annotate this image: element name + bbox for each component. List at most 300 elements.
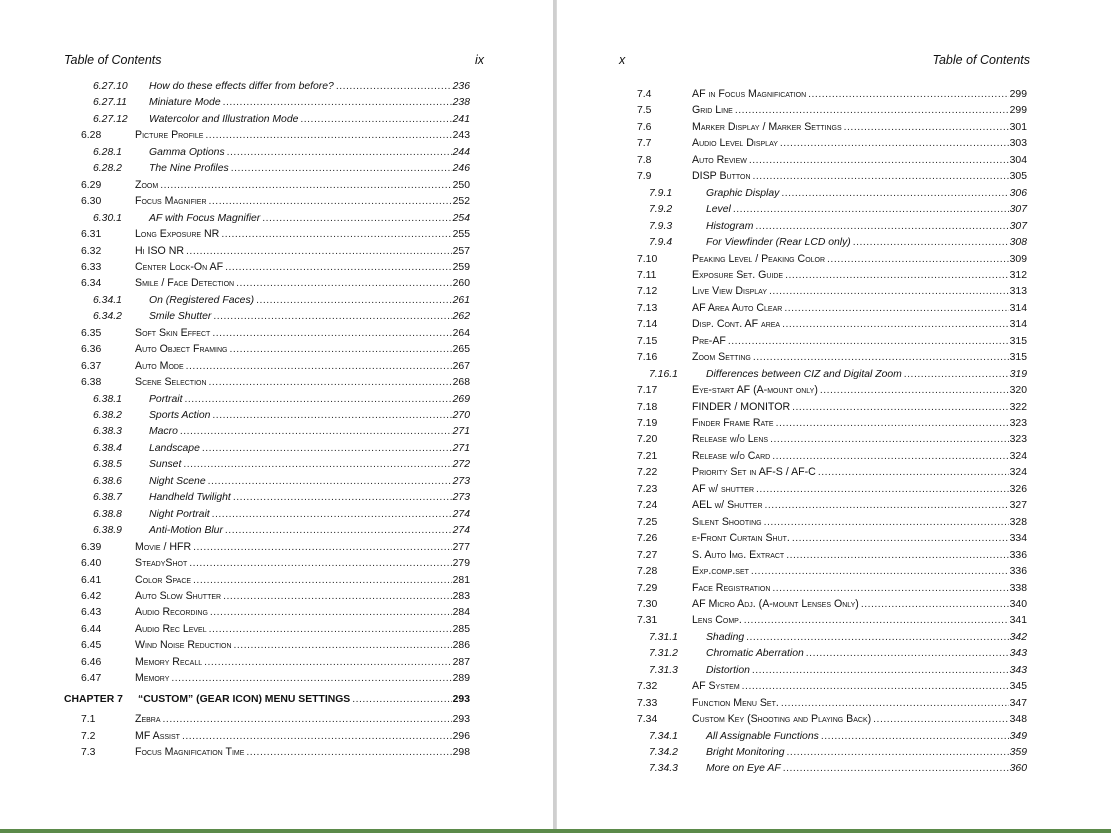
toc-entry-number: 6.27.11 — [93, 97, 127, 109]
dot-leader — [352, 692, 451, 707]
toc-entry[interactable] — [0, 729, 554, 744]
toc-entry-page: 343 — [1009, 648, 1027, 660]
toc-entry-number: 6.31 — [81, 229, 102, 241]
toc-entry-title: Auto Slow Shutter — [135, 589, 222, 602]
toc-entry[interactable] — [0, 194, 554, 209]
toc-entry-title: Movie / HFR — [135, 540, 192, 553]
toc-entry-number: 6.46 — [81, 656, 102, 668]
dot-leader — [792, 531, 1009, 546]
toc-entry-page: 257 — [452, 245, 470, 257]
toc-entry-title: SteadyShot — [135, 557, 188, 570]
toc-entry-page: 322 — [1009, 401, 1027, 413]
toc-entry-number: 7.34 — [637, 714, 658, 726]
toc-entry[interactable] — [0, 589, 554, 604]
toc-entry-number: 6.38.4 — [93, 442, 122, 454]
toc-entry-number: 6.44 — [81, 623, 102, 635]
toc-entry-title: Graphic Display — [706, 187, 780, 199]
dot-leader — [231, 161, 452, 176]
toc-entry-page: 246 — [452, 163, 470, 175]
dot-leader — [336, 79, 452, 94]
dot-leader — [772, 449, 1008, 464]
toc-entry-title: Auto Object Framing — [135, 343, 228, 356]
toc-entry-title: Long Exposure NR — [135, 228, 220, 241]
toc-entry-page: 274 — [452, 525, 470, 537]
toc-entry-page: 341 — [1009, 615, 1027, 627]
toc-entry-title: Distortion — [706, 664, 750, 676]
dot-leader — [820, 383, 1009, 398]
toc-entry[interactable] — [0, 95, 554, 110]
dot-leader — [733, 202, 1009, 217]
toc-entry[interactable] — [557, 482, 1111, 497]
toc-entry[interactable] — [0, 540, 554, 555]
toc-entry-title: Pre-AF — [692, 334, 726, 347]
toc-entry-page: 260 — [452, 278, 470, 290]
toc-entry-number: 6.42 — [81, 590, 102, 602]
toc-entry-number: 6.37 — [81, 360, 102, 372]
toc-entry-number: 7.13 — [637, 302, 658, 314]
toc-entry-number: 6.28.2 — [93, 163, 122, 175]
toc-entry-number: 7.27 — [637, 549, 658, 561]
toc-entry-page: 293 — [452, 693, 470, 705]
toc-entry-title: Sports Action — [149, 410, 211, 421]
toc-entry[interactable] — [0, 178, 554, 193]
toc-entry[interactable] — [0, 745, 554, 760]
dot-leader — [193, 540, 452, 555]
toc-entry[interactable] — [557, 317, 1111, 332]
toc-entry[interactable] — [557, 531, 1111, 546]
toc-entry-page: 301 — [1009, 121, 1027, 133]
toc-entry-number: 7.8 — [637, 154, 652, 166]
dot-leader — [186, 359, 452, 374]
page-number: ix — [475, 53, 485, 67]
toc-entry-number: 7.17 — [637, 385, 658, 397]
dot-leader — [210, 605, 452, 620]
toc-entry[interactable] — [557, 334, 1111, 349]
toc-entry-number: 7.14 — [637, 319, 658, 331]
toc-entry[interactable] — [557, 613, 1111, 628]
dot-leader — [821, 729, 1009, 744]
running-header-title: Table of Contents — [932, 53, 1030, 67]
toc-entry-number: 7.28 — [637, 566, 658, 578]
dot-leader — [213, 309, 451, 324]
dot-leader — [180, 424, 452, 439]
dot-leader — [262, 211, 451, 226]
toc-entry-page: 315 — [1009, 352, 1027, 364]
dot-leader — [236, 276, 452, 291]
toc-entry[interactable] — [0, 507, 554, 522]
toc-entry-page: 320 — [1009, 385, 1027, 397]
toc-entry-page: 287 — [452, 656, 470, 668]
dot-leader — [776, 416, 1009, 431]
toc-entry-title: Zoom — [135, 178, 159, 191]
toc-entry-title: Bright Monitoring — [706, 747, 785, 758]
toc-entry[interactable] — [0, 441, 554, 456]
toc-entry-title: Center Lock-On AF — [135, 260, 224, 273]
dot-leader — [225, 523, 452, 538]
toc-entry-page: 314 — [1009, 302, 1027, 314]
toc-entry-page: 269 — [452, 393, 470, 405]
toc-entry-title: Exposure Set. Guide — [692, 268, 784, 281]
toc-entry-number: 7.30 — [637, 598, 658, 610]
toc-entry-number: 7.22 — [637, 467, 658, 479]
toc-entry-number: 6.39 — [81, 541, 102, 553]
toc-entry-title: Focus Magnifier — [135, 195, 207, 208]
toc-entry[interactable] — [557, 465, 1111, 480]
toc-entry[interactable] — [557, 432, 1111, 447]
toc-entry-page: 345 — [1009, 681, 1027, 693]
toc-entry-number: 7.9.3 — [649, 220, 673, 232]
toc-entry-page: 304 — [1009, 154, 1027, 166]
dot-leader — [782, 317, 1009, 332]
toc-entry-page: 293 — [452, 714, 470, 726]
dot-leader — [787, 745, 1009, 760]
toc-entry-number: 6.38.3 — [93, 426, 122, 438]
toc-entry-title: AF Micro Adj. (A-mount Lenses Only) — [692, 597, 859, 610]
toc-entry-page: 238 — [452, 97, 470, 109]
toc-entry-number: 7.23 — [637, 483, 658, 495]
toc-entry[interactable] — [0, 211, 554, 226]
toc-entry[interactable] — [0, 128, 554, 143]
toc-entry-page: 342 — [1009, 631, 1027, 643]
toc-entry[interactable] — [557, 252, 1111, 267]
dot-leader — [728, 334, 1009, 349]
toc-entry-number: 6.47 — [81, 673, 102, 685]
toc-entry[interactable] — [557, 548, 1111, 563]
dot-leader — [208, 474, 452, 489]
toc-entry[interactable] — [0, 556, 554, 571]
toc-entry-number: 7.9.2 — [649, 204, 673, 216]
toc-entry[interactable] — [557, 564, 1111, 579]
toc-entry-title: e-Front Curtain Shut. — [692, 532, 790, 545]
toc-entry[interactable] — [0, 326, 554, 341]
toc-entry-title: Zebra — [135, 713, 161, 726]
toc-entry-number: 7.19 — [637, 418, 658, 429]
toc-entry-page: 265 — [452, 344, 470, 356]
toc-entry-page: 268 — [452, 377, 470, 389]
toc-entry-page: 267 — [452, 360, 470, 372]
toc-entry[interactable] — [557, 87, 1111, 102]
toc-entry[interactable] — [0, 309, 554, 324]
toc-entry[interactable] — [557, 745, 1111, 760]
toc-entry-page: 243 — [452, 130, 470, 142]
toc-entry[interactable] — [0, 605, 554, 620]
toc-entry[interactable] — [0, 622, 554, 637]
dot-leader — [234, 638, 452, 653]
toc-entry-number: 6.34 — [81, 278, 102, 290]
toc-entry-title: Grid Line — [692, 104, 733, 117]
toc-entry-title: Release w/o Lens — [692, 433, 769, 446]
toc-entry-page: 315 — [1009, 335, 1027, 347]
toc-entry[interactable] — [0, 490, 554, 505]
window-bottom-edge — [0, 829, 1111, 833]
dot-leader — [752, 663, 1009, 678]
toc-entry[interactable] — [557, 284, 1111, 299]
toc-entry[interactable] — [0, 244, 554, 259]
dot-leader — [753, 169, 1009, 184]
toc-entry-title: Night Portrait — [149, 508, 210, 520]
toc-entry[interactable] — [557, 498, 1111, 513]
toc-entry-title: Watercolor and Illustration Mode — [149, 113, 299, 125]
dot-leader — [212, 408, 451, 423]
toc-entry[interactable] — [557, 383, 1111, 398]
toc-entry[interactable] — [557, 663, 1111, 678]
toc-entry-title: Exp.comp.set — [692, 565, 749, 578]
dot-leader — [783, 761, 1009, 776]
dot-leader — [160, 178, 451, 193]
toc-entry[interactable] — [0, 79, 554, 94]
toc-entry-title: Color Space — [135, 573, 192, 586]
toc-entry[interactable] — [557, 136, 1111, 151]
toc-entry[interactable] — [557, 186, 1111, 201]
toc-entry[interactable] — [557, 169, 1111, 184]
toc-entry[interactable] — [557, 235, 1111, 250]
toc-entry[interactable] — [0, 424, 554, 439]
toc-entry-title: Handheld Twilight — [149, 492, 231, 504]
toc-entry-number: 7.10 — [637, 253, 658, 265]
dot-leader — [202, 441, 452, 456]
toc-entry-title: Portrait — [149, 393, 183, 405]
dot-leader — [209, 375, 452, 390]
toc-entry-page: 272 — [452, 459, 470, 471]
toc-entry[interactable] — [557, 646, 1111, 661]
toc-entry[interactable] — [0, 375, 554, 390]
toc-entry[interactable] — [0, 359, 554, 374]
running-header-title: Table of Contents — [64, 53, 162, 67]
dot-leader — [764, 515, 1009, 530]
toc-entry-title: The Nine Profiles — [149, 163, 229, 175]
toc-entry[interactable] — [557, 219, 1111, 234]
toc-entry-number: 6.41 — [81, 574, 102, 586]
dot-leader — [861, 597, 1009, 612]
toc-entry[interactable] — [0, 260, 554, 275]
toc-entry-number: 7.31.2 — [649, 648, 678, 660]
toc-entry-title: More on Eye AF — [706, 763, 781, 775]
toc-entry[interactable] — [0, 227, 554, 242]
toc-entry-number: 7.1 — [81, 714, 96, 726]
toc-entry-page: 299 — [1009, 105, 1027, 117]
toc-entry-number: 7.9.1 — [649, 187, 673, 199]
toc-entry-page: 312 — [1009, 269, 1027, 281]
toc-entry-title: Face Registration — [692, 581, 771, 594]
dot-leader — [844, 120, 1009, 135]
toc-entry-number: 6.33 — [81, 261, 102, 273]
toc-entry-page: 286 — [452, 640, 470, 652]
toc-entry-number: 7.31.1 — [649, 631, 678, 643]
toc-entry-page: 255 — [452, 229, 470, 241]
dot-leader — [256, 293, 452, 308]
toc-entry-title: Differences between CIZ and Digital Zoom — [706, 368, 902, 380]
toc-entry[interactable] — [0, 638, 554, 653]
toc-entry[interactable] — [0, 523, 554, 538]
dot-leader — [735, 103, 1009, 118]
dot-leader — [209, 194, 452, 209]
toc-entry[interactable] — [0, 145, 554, 160]
toc-entry[interactable] — [0, 671, 554, 686]
toc-entry-page: 298 — [452, 747, 470, 758]
toc-entry-number: 7.9.4 — [649, 237, 673, 249]
right-page — [556, 0, 1111, 829]
toc-entry[interactable] — [557, 301, 1111, 316]
toc-entry-number: 7.24 — [637, 500, 658, 512]
toc-entry[interactable] — [0, 392, 554, 407]
dot-leader — [744, 613, 1009, 628]
dot-leader — [229, 342, 451, 357]
toc-entry-number: 6.28.1 — [93, 146, 122, 158]
toc-entry-title: Custom Key (Shooting and Playing Back) — [692, 713, 872, 726]
toc-entry[interactable] — [557, 581, 1111, 596]
toc-entry-title: Soft Skin Effect — [135, 326, 211, 339]
toc-entry-number: CHAPTER 7 — [64, 693, 123, 705]
toc-entry-page: 307 — [1009, 204, 1027, 216]
dot-leader — [193, 573, 452, 588]
toc-entry[interactable] — [557, 630, 1111, 645]
toc-entry-number: 7.5 — [637, 105, 652, 117]
toc-entry-number: 7.20 — [637, 434, 658, 446]
toc-entry-page: 313 — [1009, 286, 1027, 298]
toc-entry-number: 7.9 — [637, 171, 652, 183]
toc-entry-number: 7.7 — [637, 138, 652, 150]
toc-entry-title: FINDER / MONITOR — [692, 400, 791, 413]
toc-entry-page: 323 — [1009, 418, 1027, 429]
toc-entry-number: 7.11 — [637, 269, 657, 281]
toc-entry-page: 336 — [1009, 549, 1027, 561]
toc-entry[interactable] — [557, 515, 1111, 530]
toc-entry-title: Smile / Face Detection — [135, 277, 235, 290]
toc-entry-number: 7.4 — [637, 89, 652, 100]
toc-entry-page: 348 — [1009, 714, 1027, 726]
toc-entry-number: 6.29 — [81, 179, 102, 191]
toc-entry[interactable] — [0, 161, 554, 176]
toc-entry-title: For Viewfinder (Rear LCD only) — [706, 237, 851, 249]
toc-entry[interactable] — [0, 276, 554, 291]
toc-entry-title: AF with Focus Magnifier — [149, 212, 261, 224]
toc-entry-number: 6.38.8 — [93, 508, 122, 520]
dot-leader — [204, 655, 452, 670]
toc-entry[interactable] — [557, 679, 1111, 694]
toc-entry-number: 7.26 — [637, 533, 658, 545]
toc-entry[interactable] — [557, 268, 1111, 283]
toc-entry-number: 7.31 — [637, 615, 658, 627]
toc-entry[interactable] — [557, 103, 1111, 118]
toc-entry-title: Auto Review — [692, 153, 747, 166]
toc-entry[interactable] — [557, 696, 1111, 711]
toc-entry-title: Level — [706, 204, 731, 216]
dot-leader — [786, 548, 1008, 563]
toc-entry[interactable] — [557, 761, 1111, 776]
toc-entry-title: Priority Set in AF-S / AF-C — [692, 466, 816, 479]
toc-entry[interactable] — [557, 400, 1111, 415]
dot-leader — [853, 235, 1009, 250]
toc-entry[interactable] — [557, 597, 1111, 612]
dot-leader — [751, 564, 1009, 579]
toc-entry-number: 6.40 — [81, 558, 102, 570]
toc-entry-page: 259 — [452, 261, 470, 273]
toc-entry-page: 328 — [1009, 516, 1027, 528]
toc-entry-page: 347 — [1009, 697, 1027, 709]
toc-entry-title: S. Auto Img. Extract — [692, 548, 785, 561]
toc-entry-number: 7.3 — [81, 747, 96, 758]
toc-entry[interactable] — [0, 342, 554, 357]
toc-entry-number: 6.34.2 — [93, 311, 122, 323]
toc-entry-title: AEL w/ Shutter — [692, 499, 763, 512]
toc-entry-title: Anti-Motion Blur — [149, 525, 223, 537]
toc-entry[interactable] — [0, 112, 554, 127]
toc-entry[interactable] — [0, 474, 554, 489]
toc-entry-title: “CUSTOM” (GEAR ICON) MENU SETTINGS — [138, 693, 351, 705]
toc-entry-page: 261 — [452, 294, 470, 306]
toc-entry-page: 359 — [1009, 747, 1027, 758]
toc-entry-page: 324 — [1009, 467, 1027, 479]
dot-leader — [182, 729, 452, 744]
toc-entry-page: 264 — [452, 327, 470, 339]
toc-entry[interactable] — [557, 712, 1111, 727]
toc-entry-page: 262 — [452, 311, 470, 323]
toc-entry[interactable] — [557, 416, 1111, 431]
toc-entry[interactable] — [557, 729, 1111, 744]
toc-entry[interactable] — [0, 457, 554, 472]
dot-leader — [300, 112, 451, 127]
toc-entry-number: 6.27.10 — [93, 81, 128, 92]
dot-leader — [221, 227, 451, 242]
toc-entry-number: 7.33 — [637, 697, 658, 709]
toc-entry-number: 6.38.2 — [93, 410, 122, 421]
dot-leader — [765, 498, 1009, 513]
toc-entry-number: 7.15 — [637, 335, 658, 347]
dot-leader — [227, 145, 452, 160]
toc-entry-page: 279 — [452, 558, 470, 570]
toc-entry[interactable] — [0, 712, 554, 727]
dot-leader — [808, 87, 1009, 102]
toc-entry[interactable] — [0, 293, 554, 308]
toc-entry-page: 299 — [1009, 89, 1027, 100]
toc-entry-title: Picture Profile — [135, 129, 204, 142]
toc-entry[interactable] — [557, 202, 1111, 217]
toc-entry[interactable] — [557, 449, 1111, 464]
toc-entry-page: 309 — [1009, 253, 1027, 265]
toc-entry[interactable] — [0, 408, 554, 423]
dot-leader — [212, 507, 452, 522]
dot-leader — [806, 646, 1009, 661]
toc-entry-title: Function Menu Set. — [692, 696, 779, 709]
toc-entry[interactable] — [0, 655, 554, 670]
dot-leader — [792, 400, 1009, 415]
toc-entry-title: Histogram — [706, 220, 754, 232]
toc-entry[interactable] — [0, 573, 554, 588]
toc-entry-title: Smile Shutter — [149, 311, 212, 323]
dot-leader — [189, 556, 451, 571]
toc-entry-page: 274 — [452, 508, 470, 520]
toc-entry-page: 250 — [452, 179, 470, 191]
toc-entry-number: 7.29 — [637, 582, 658, 594]
toc-entry-page: 308 — [1009, 237, 1027, 249]
toc-entry-page: 296 — [452, 730, 470, 742]
page-number: x — [619, 53, 626, 67]
toc-entry[interactable] — [557, 350, 1111, 365]
toc-entry-title: All Assignable Functions — [706, 730, 819, 742]
dot-leader — [749, 153, 1009, 168]
toc-entry-page: 360 — [1009, 763, 1027, 775]
toc-entry[interactable] — [557, 153, 1111, 168]
toc-entry-page: 252 — [452, 196, 470, 208]
toc-entry-page: 338 — [1009, 582, 1027, 594]
toc-entry[interactable] — [0, 692, 554, 707]
toc-entry-title: Shading — [706, 631, 745, 643]
left-page — [0, 0, 555, 829]
toc-entry-page: 319 — [1009, 368, 1027, 380]
toc-entry-title: Memory — [135, 672, 170, 685]
toc-entry[interactable] — [557, 120, 1111, 135]
toc-entry[interactable] — [557, 367, 1111, 382]
